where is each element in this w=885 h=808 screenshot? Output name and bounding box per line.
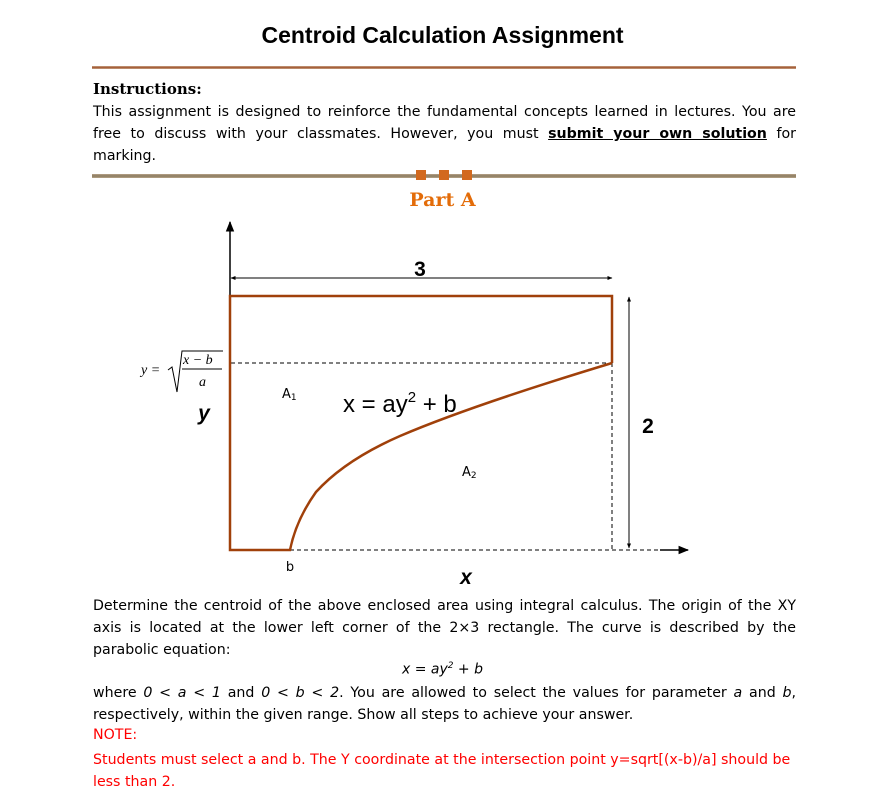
height-label: 2	[642, 415, 654, 438]
problem-description: Determine the centroid of the above enclosed area using integral calculus. The origin of the XY axis is located at the lower left corner of the 2×3 rectangle. The curve is described by the parabolic equation:	[93, 598, 796, 658]
instructions-emphasis: submit your own solution	[548, 126, 767, 142]
instructions-text-start: This assignment is designed to reinforce the fundamental concepts learned in lectures. You are free to discuss with your classmates. However, you must	[93, 104, 796, 142]
note-text: Students must select a and b. The Y coordinate at the intersection point y=sqrt[(x-b)/a] should be less than 2.	[93, 752, 791, 790]
svg-text:a: a	[199, 375, 206, 390]
parameter-conditions: where 0 < a < 1 and 0 < b < 2. You are allowed to select the values for parameter a and b, respectively, within the given range. Show all steps to achieve your answer.	[93, 685, 796, 723]
side-formula	[139, 351, 223, 392]
svg-text:y =: y =	[141, 363, 161, 378]
y-axis-label: y	[198, 402, 210, 425]
enclosed-region-outline	[230, 296, 612, 550]
parabolic-equation: $x = ay^2 + b$	[401, 661, 484, 678]
part-heading: Part A	[409, 189, 476, 211]
svg-text:x − b: x − b	[183, 353, 213, 368]
curve-equation-label: $x = ay^2 + b$	[343, 389, 457, 418]
page-title: Centroid Calculation Assignment	[261, 22, 624, 48]
instructions-heading: Instructions:	[93, 80, 202, 98]
width-label: 3	[414, 258, 426, 281]
instructions-text-end: for marking.	[93, 126, 796, 164]
b-label: b	[285, 560, 295, 575]
region-a1-label: A1	[282, 387, 297, 403]
x-axis-label: x	[460, 566, 472, 589]
note-label: NOTE:	[93, 727, 138, 743]
region-a2-label: A2	[462, 465, 477, 481]
